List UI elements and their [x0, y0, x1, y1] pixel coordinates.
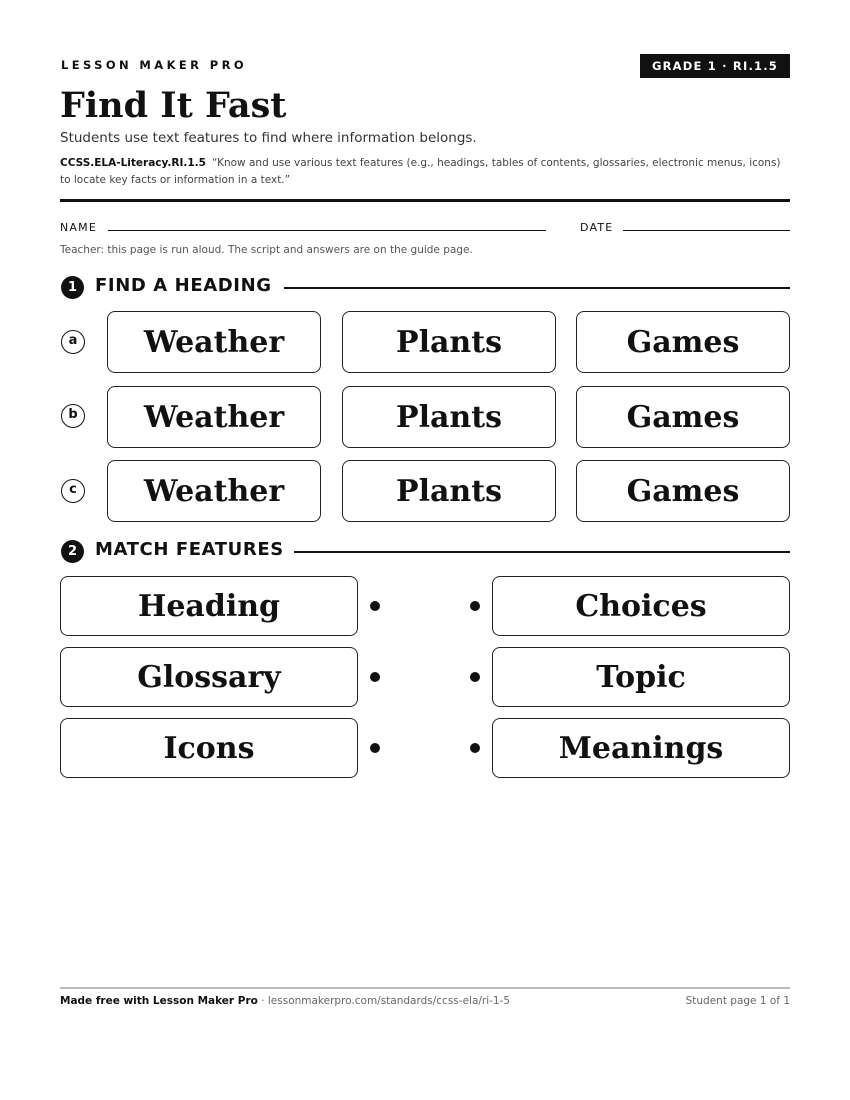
heading-option-plants[interactable]: Plants — [342, 311, 556, 373]
date-field[interactable] — [623, 230, 790, 231]
section-2-number: 2 — [61, 540, 84, 563]
match-right-dot[interactable] — [470, 672, 480, 682]
heading-option-games[interactable]: Games — [576, 386, 790, 448]
section-2-title: MATCH FEATURES — [95, 539, 284, 560]
name-label: NAME — [60, 221, 97, 234]
date-label: DATE — [580, 221, 614, 234]
match-left-glossary[interactable]: Glossary — [60, 647, 358, 707]
match-left-heading[interactable]: Heading — [60, 576, 358, 636]
footer-made-with: Made free with Lesson Maker Pro — [60, 995, 258, 1007]
match-right-topic[interactable]: Topic — [492, 647, 790, 707]
footer-divider — [60, 987, 790, 989]
heading-option-games[interactable]: Games — [576, 311, 790, 373]
standard-code: CCSS.ELA-Literacy.RI.1.5 — [60, 157, 206, 169]
match-right-choices[interactable]: Choices — [492, 576, 790, 636]
match-left-dot[interactable] — [370, 601, 380, 611]
heading-option-plants[interactable]: Plants — [342, 386, 556, 448]
section-1-rule — [284, 287, 790, 289]
match-right-meanings[interactable]: Meanings — [492, 718, 790, 778]
section-2-rule — [294, 551, 790, 553]
match-left-dot[interactable] — [370, 672, 380, 682]
heading-option-weather[interactable]: Weather — [107, 386, 321, 448]
row-letter-c: c — [61, 479, 85, 503]
row-letter-b: b — [61, 404, 85, 428]
heading-option-weather[interactable]: Weather — [107, 311, 321, 373]
match-right-dot[interactable] — [470, 601, 480, 611]
page-title: Find It Fast — [60, 85, 287, 126]
standard-text: “Know and use various text features (e.g., headings, tables of contents, glossaries, electronic menus, icons) to locate key facts or information in a text.” — [60, 157, 781, 186]
footer-credit — [60, 995, 510, 1007]
footer-url[interactable]: · lessonmakerpro.com/standards/ccss-ela/ri-1-5 — [257, 995, 511, 1007]
section-1-title: FIND A HEADING — [95, 275, 272, 296]
match-right-dot[interactable] — [470, 743, 480, 753]
footer-page-number: Student page 1 of 1 — [685, 995, 790, 1007]
name-field[interactable] — [108, 230, 546, 231]
header-divider — [60, 199, 790, 202]
match-left-dot[interactable] — [370, 743, 380, 753]
teacher-note: Teacher: this page is run aloud. The script and answers are on the guide page. — [60, 244, 473, 256]
page-subtitle: Students use text features to find where information belongs. — [60, 130, 477, 146]
row-letter-a: a — [61, 330, 85, 354]
heading-option-games[interactable]: Games — [576, 460, 790, 522]
standard-description — [60, 155, 790, 188]
brand-name: LESSON MAKER PRO — [61, 58, 248, 72]
heading-option-plants[interactable]: Plants — [342, 460, 556, 522]
match-left-icons[interactable]: Icons — [60, 718, 358, 778]
heading-option-weather[interactable]: Weather — [107, 460, 321, 522]
section-1-number: 1 — [61, 276, 84, 299]
grade-badge: GRADE 1 · RI.1.5 — [640, 54, 790, 78]
